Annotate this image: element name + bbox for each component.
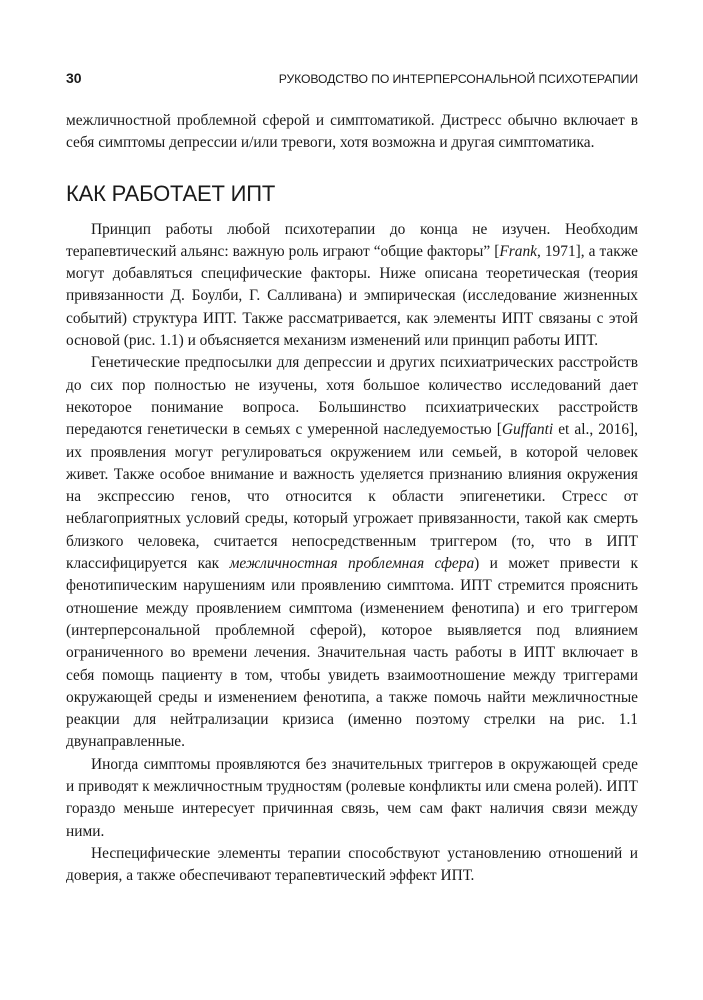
citation-author: Guffanti [501,421,554,439]
paragraph-4: Неспецифические элементы терапии способствуют установлению отношений и доверия, а также обеспечивают терапевтический эффект ИПТ. [66,844,638,885]
paragraph-text: Генетические предпосылки для депрессии и других психиатрических расстройств до сих пор полностью не изучены, хотя большое количество исследований дает некоторое понимание вопроса. Большинство психиатрических расстройств передаются генетически в семьях с умеренной наследуемостью [ [66,354,638,439]
section-heading: КАК РАБОТАЕТ ИПТ [66,180,276,206]
paragraph-1 [66,219,638,353]
paragraph-text: Принцип работы любой психотерапии до конца не изучен. Необходим терапевтический альянс: важную роль играют “общие факторы” [ [66,220,638,260]
citation-author: Frank [499,242,537,260]
paragraph-3: Иногда симптомы проявляются без значительных триггеров в окружающей среде и приводят к межличностным трудностям (ролевые конфликты или смена ролей). ИПТ гораздо меньше интересует причинная связь, чем сам факт наличия связи между ними. [66,755,638,840]
paragraph-2 [66,352,638,753]
running-header [66,70,638,86]
page-number: 30 [66,70,82,86]
paragraph-text: , 1971], а также могут добавляться специфические факторы. Ниже описана теоретическая (теория привязанности Д. Боулби, Г. Салливана) и эмпирическая (исследование жизненных событий) структура ИПТ. Также рассматривается, как элементы ИПТ связаны с этой основой (рис. 1.1) и объясняется механизм изменений или принцип работы ИПТ. [66,242,638,350]
continued-paragraph: межличностной проблемной сферой и симптоматикой. Дистресс обычно включает в себя симптомы депрессии и/или тревоги, хотя возможна и другая симптоматика. [66,112,638,152]
page-body [66,110,638,888]
running-title: РУКОВОДСТВО ПО ИНТЕРПЕРСОНАЛЬНОЙ ПСИХОТЕРАПИИ [278,72,638,86]
italic-term: межличностная проблемная сфера [229,555,475,573]
paragraph-text: et al., 2016], их проявления могут регулироваться окружением или семьей, в которой человек живет. Также особое внимание и важность уделяется признанию влияния окружения на экспрессию генов, что относится к области эпигенетики. Стресс от неблагоприятных условий среды, который угрожает привязанности, такой как смерть близкого человека, считается непосредственным триггером (то, что в ИПТ классифицируется как [66,421,638,573]
paragraph-text: ) и может привести к фенотипическим нарушениям или проявлению симптома. ИПТ стремится прояснить отношение между проявлением симптома (изменением фенотипа) и его триггером (интерперсональной проблемной сферой), которое выявляется под влиянием ограниченного во времени лечения. Значительная часть работы в ИПТ включает в себя помощь пациенту в том, чтобы увидеть взаимоотношение между триггерами окружающей среды и изменением фенотипа, а также помочь найти межличностные реакции для нейтрализации кризиса (именно поэтому стрелки на рис. 1.1 двунаправленные. [66,555,638,751]
